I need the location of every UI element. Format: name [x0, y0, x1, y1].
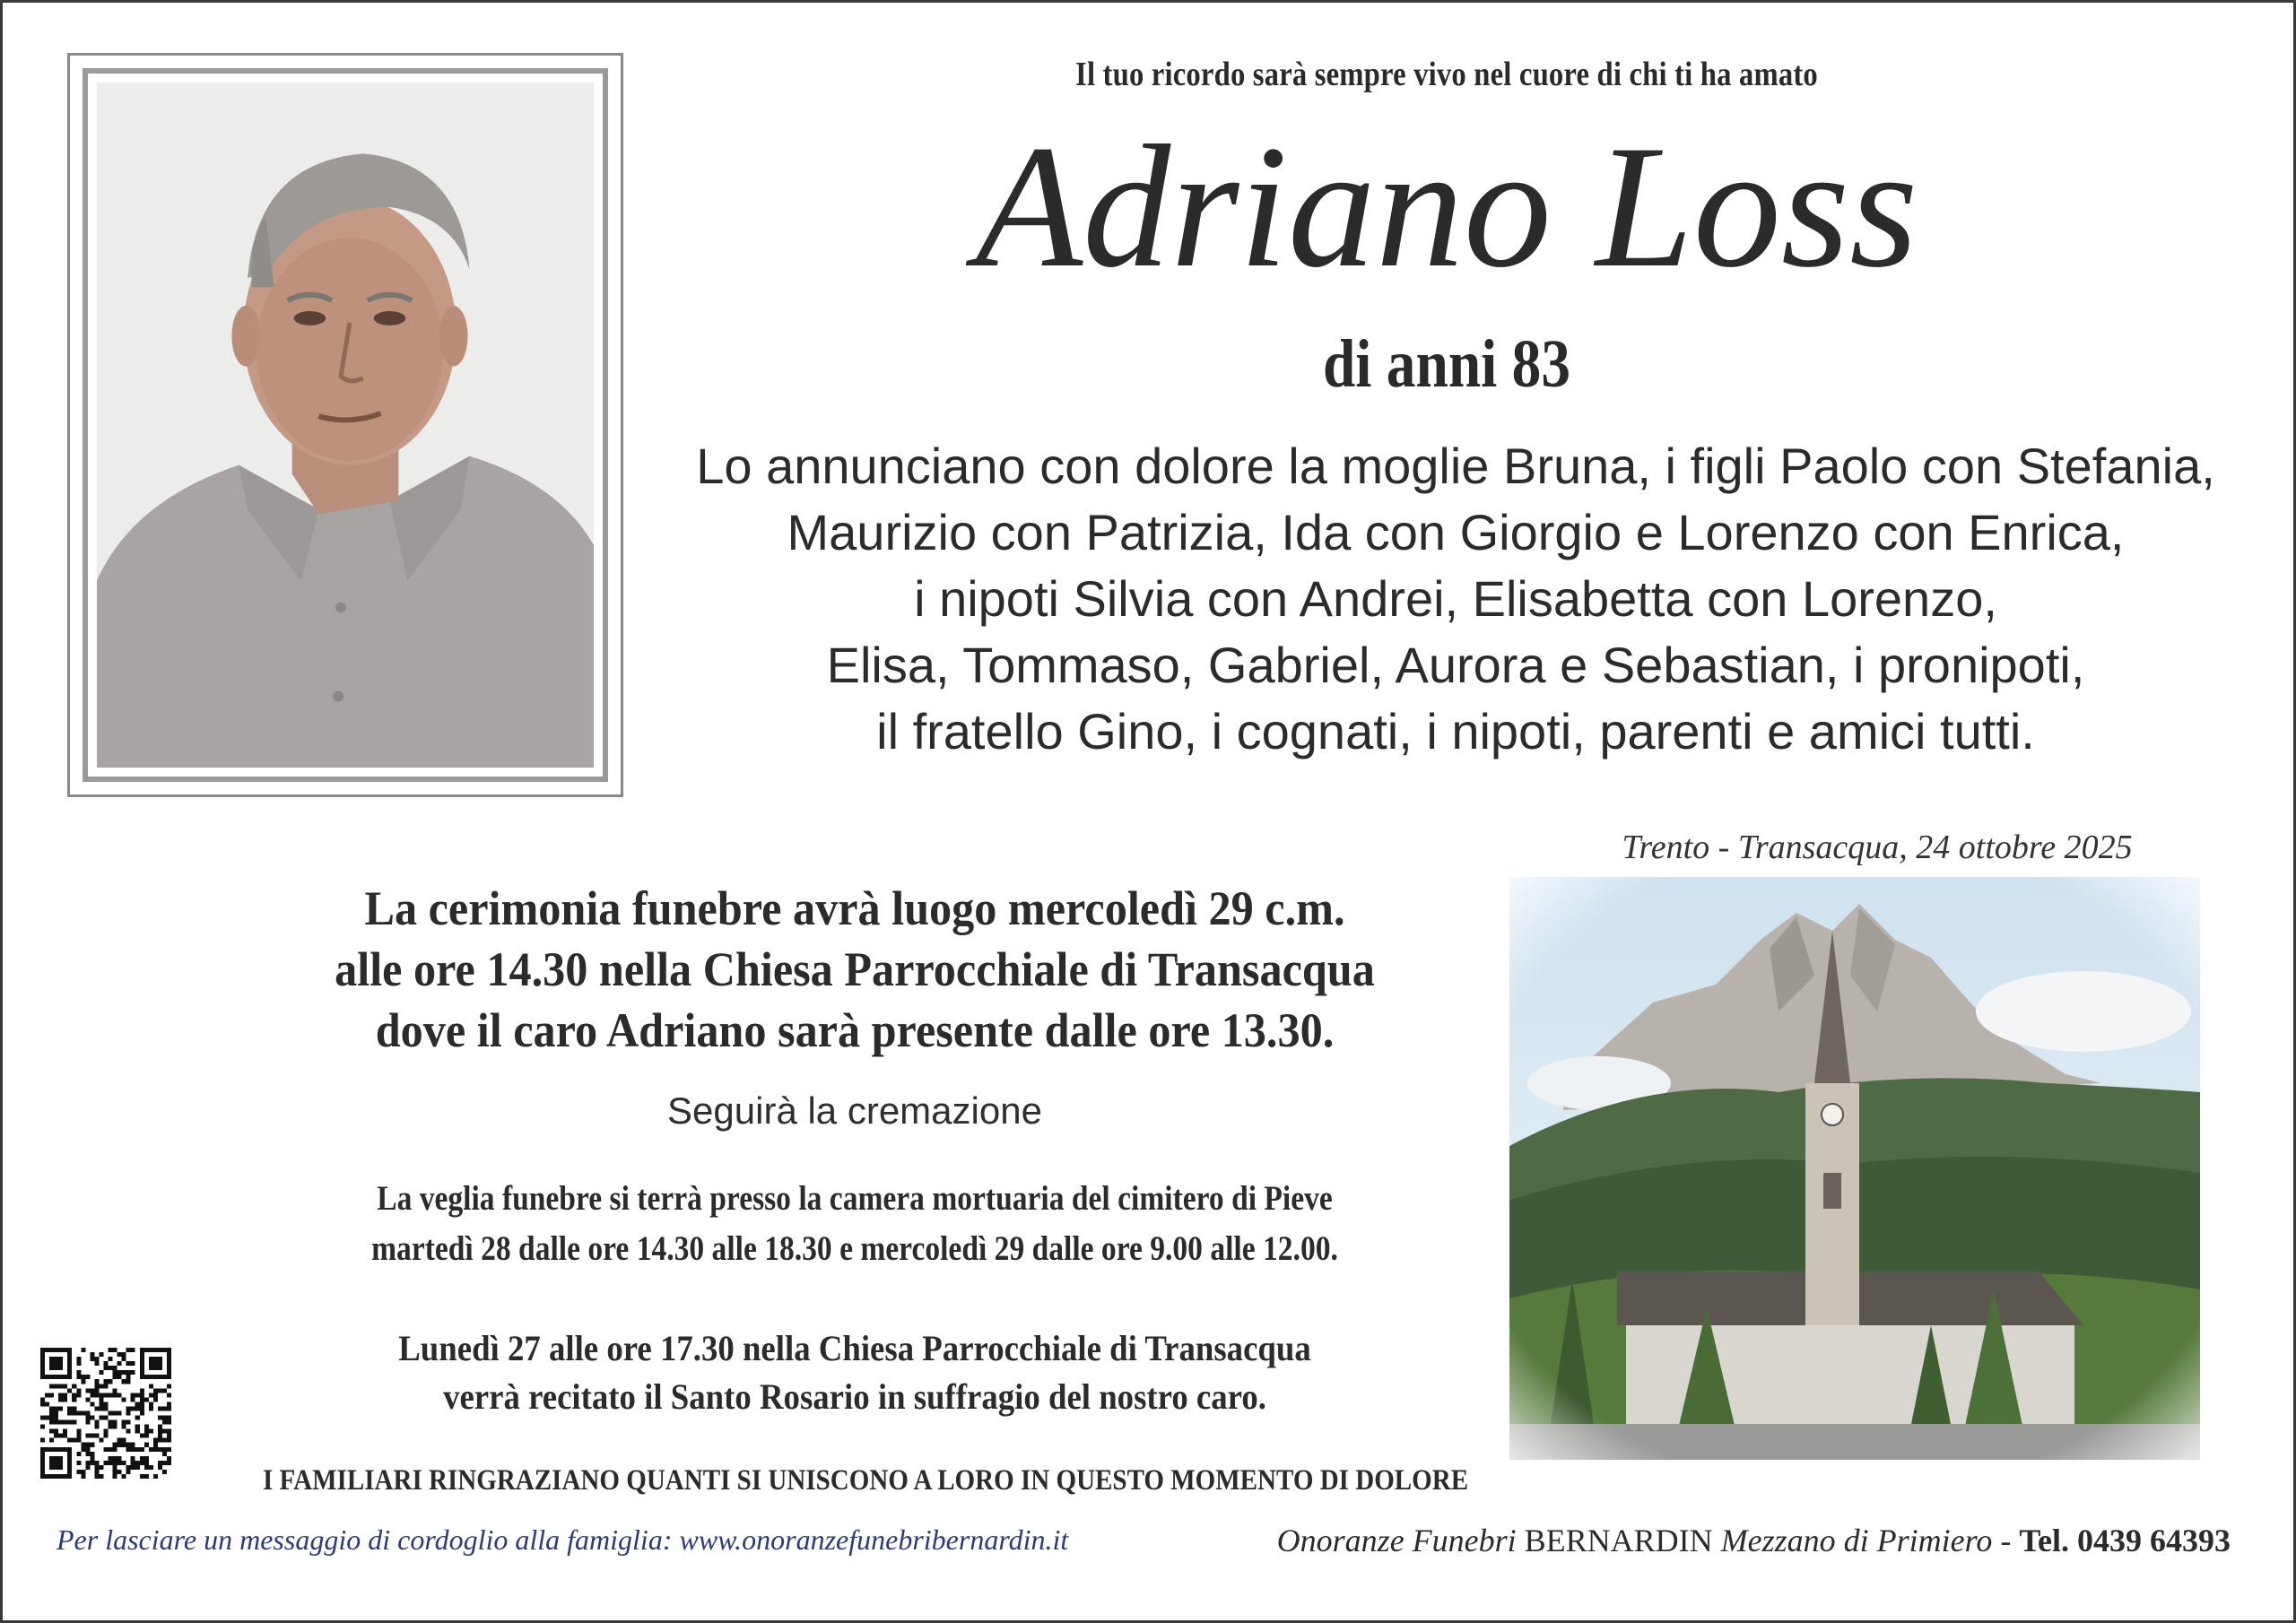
ceremony-line: La cerimonia funebre avrà luogo mercoledì 29 c.m.: [364, 881, 1345, 935]
agency-phone[interactable]: Tel. 0439 64393: [2019, 1523, 2231, 1558]
ceremony-details: [182, 878, 1527, 1061]
rosary-details: [182, 1324, 1527, 1421]
memorial-motto: Il tuo ricordo sarà sempre vivo nel cuore di chi ti ha amato: [1075, 56, 1818, 93]
portrait-photo: [97, 82, 594, 768]
cremation-note: Seguirà la cremazione: [667, 1089, 1042, 1132]
announcement-text: [631, 433, 2281, 765]
qr-code[interactable]: [40, 1348, 171, 1479]
rosary-line: Lunedì 27 alle ore 17.30 nella Chiesa Parrocchiale di Transacqua: [398, 1328, 1311, 1368]
family-thanks-text: I FAMILIARI RINGRAZIANO QUANTI SI UNISCONO A LORO IN QUESTO MOMENTO DI DOLORE: [263, 1464, 1469, 1497]
church-landscape-photo: [1509, 877, 2200, 1460]
funeral-agency: [1277, 1522, 2231, 1559]
announcement-line: Elisa, Tommaso, Gabriel, Aurora e Sebastian, i pronipoti,: [826, 637, 2085, 693]
agency-name: BERNARDIN: [1524, 1523, 1713, 1558]
ceremony-line: dove il caro Adriano sarà presente dalle ore 13.30.: [375, 1003, 1335, 1057]
family-thanks: [182, 1464, 1527, 1497]
deceased-name: Adriano Loss: [975, 109, 1918, 304]
announcement-line: il fratello Gino, i cognati, i nipoti, parenti e amici tutti.: [876, 703, 2035, 759]
wake-line: martedì 28 dalle ore 14.30 alle 18.30 e mercoledì 29 dalle ore 9.00 alle 12.00.: [371, 1229, 1338, 1268]
website-link[interactable]: www.onoranzefunebribernardin.it: [679, 1523, 1069, 1556]
announcement-line: Lo annunciano con dolore la moglie Bruna, i figli Paolo con Stefania,: [696, 438, 2215, 494]
condolence-prefix: Per lasciare un messaggio di cordoglio alla famiglia:: [57, 1523, 680, 1556]
agency-location: Mezzano di Primiero -: [1712, 1523, 2020, 1558]
wake-line: La veglia funebre si terrà presso la camera mortuaria del cimitero di Pieve: [377, 1179, 1333, 1218]
condolence-message: [57, 1523, 1068, 1557]
rosary-line: verrà recitato il Santo Rosario in suffragio del nostro caro.: [443, 1376, 1266, 1417]
announcement-line: i nipoti Silvia con Andrei, Elisabetta con Lorenzo,: [914, 570, 1997, 627]
ceremony-line: alle ore 14.30 nella Chiesa Parrocchiale di Transacqua: [335, 942, 1375, 996]
dateline: Trento - Transacqua, 24 ottobre 2025: [1622, 829, 2133, 866]
agency-prefix: Onoranze Funebri: [1276, 1523, 1525, 1558]
announcement-line: Maurizio con Patrizia, Ida con Giorgio e Lorenzo con Enrica,: [787, 504, 2125, 560]
portrait-frame: [67, 53, 623, 797]
deceased-age: di anni 83: [1322, 326, 1571, 402]
wake-details: [182, 1174, 1527, 1274]
